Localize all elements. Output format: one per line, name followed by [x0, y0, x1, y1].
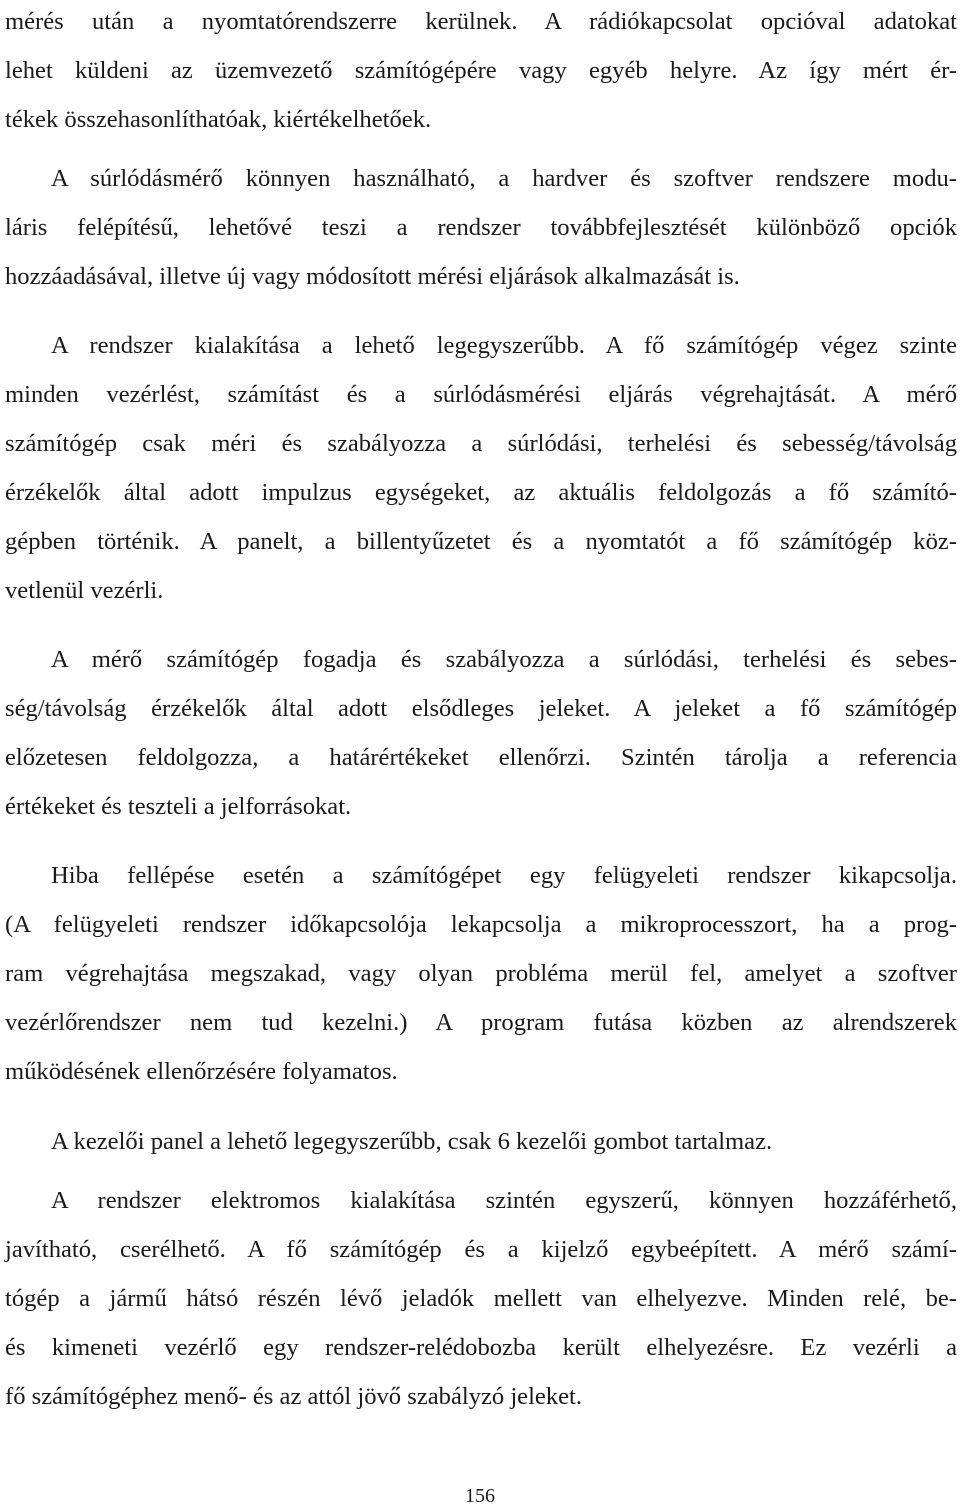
text-line: A rendszer elektromos kialakítása szintén egyszerű, könnyen hozzáférhető, — [51, 1187, 957, 1214]
text-line: A kezelői panel a lehető legegyszerűbb, csak 6 kezelői gombot tartalmaz. — [51, 1128, 773, 1155]
text-line: tógép a jármű hátsó részén lévő jeladók mellett van elhelyezve. Minden relé, be- — [5, 1285, 957, 1312]
text-line: javítható, cserélhető. A fő számítógép és a kijelző egybeépített. A mérő számí- — [5, 1236, 957, 1263]
text-line: A mérő számítógép fogadja és szabályozza a súrlódási, terhelési és sebes- — [51, 646, 957, 673]
text-line: számítógép csak méri és szabályozza a súrlódási, terhelési és sebesség/távolság — [5, 430, 957, 457]
text-line: lehet küldeni az üzemvezető számítógépére vagy egyéb helyre. Az így mért ér- — [5, 57, 957, 84]
text-line: (A felügyeleti rendszer időkapcsolója lekapcsolja a mikroprocesszort, ha a prog- — [5, 911, 957, 938]
text-line: működésének ellenőrzésére folyamatos. — [5, 1058, 398, 1085]
text-line: láris felépítésű, lehetővé teszi a rendszer továbbfejlesztését különböző opciók — [5, 214, 957, 241]
text-line: előzetesen feldolgozza, a határértékeket ellenőrzi. Szintén tárolja a referencia — [5, 744, 957, 771]
text-line: vetlenül vezérli. — [5, 577, 164, 604]
text-line: mérés után a nyomtatórendszerre kerülnek. A rádiókapcsolat opcióval adatokat — [5, 8, 957, 35]
text-line: vezérlőrendszer nem tud kezelni.) A program futása közben az alrendszerek — [5, 1009, 957, 1036]
text-line: tékek összehasonlíthatóak, kiértékelhetőek. — [5, 106, 432, 133]
text-line: ség/távolság érzékelők által adott elsődleges jeleket. A jeleket a fő számítógép — [5, 695, 957, 722]
text-line: A súrlódásmérő könnyen használható, a hardver és szoftver rendszere modu- — [51, 165, 957, 192]
text-line: értékeket és teszteli a jelforrásokat. — [5, 793, 352, 820]
text-line: minden vezérlést, számítást és a súrlódásmérési eljárás végrehajtását. A mérő — [5, 381, 957, 408]
text-line: érzékelők által adott impulzus egységeket, az aktuális feldolgozás a fő számító- — [5, 479, 957, 506]
text-line: A rendszer kialakítása a lehető legegyszerűbb. A fő számítógép végez szinte — [51, 332, 957, 359]
text-line: hozzáadásával, illetve új vagy módosított mérési eljárások alkalmazását is. — [5, 263, 740, 290]
text-line: fő számítógéphez menő- és az attól jövő szabályzó jeleket. — [5, 1383, 583, 1410]
text-line: Hiba fellépése esetén a számítógépet egy felügyeleti rendszer kikapcsolja. — [51, 862, 957, 889]
text-line: gépben történik. A panelt, a billentyűzetet és a nyomtatót a fő számítógép köz- — [5, 528, 957, 555]
text-line: ram végrehajtása megszakad, vagy olyan probléma merül fel, amelyet a szoftver — [5, 960, 957, 987]
text-line: és kimeneti vezérlő egy rendszer-relédobozba került elhelyezésre. Ez vezérli a — [5, 1334, 957, 1361]
page-number: 156 — [465, 1485, 495, 1507]
